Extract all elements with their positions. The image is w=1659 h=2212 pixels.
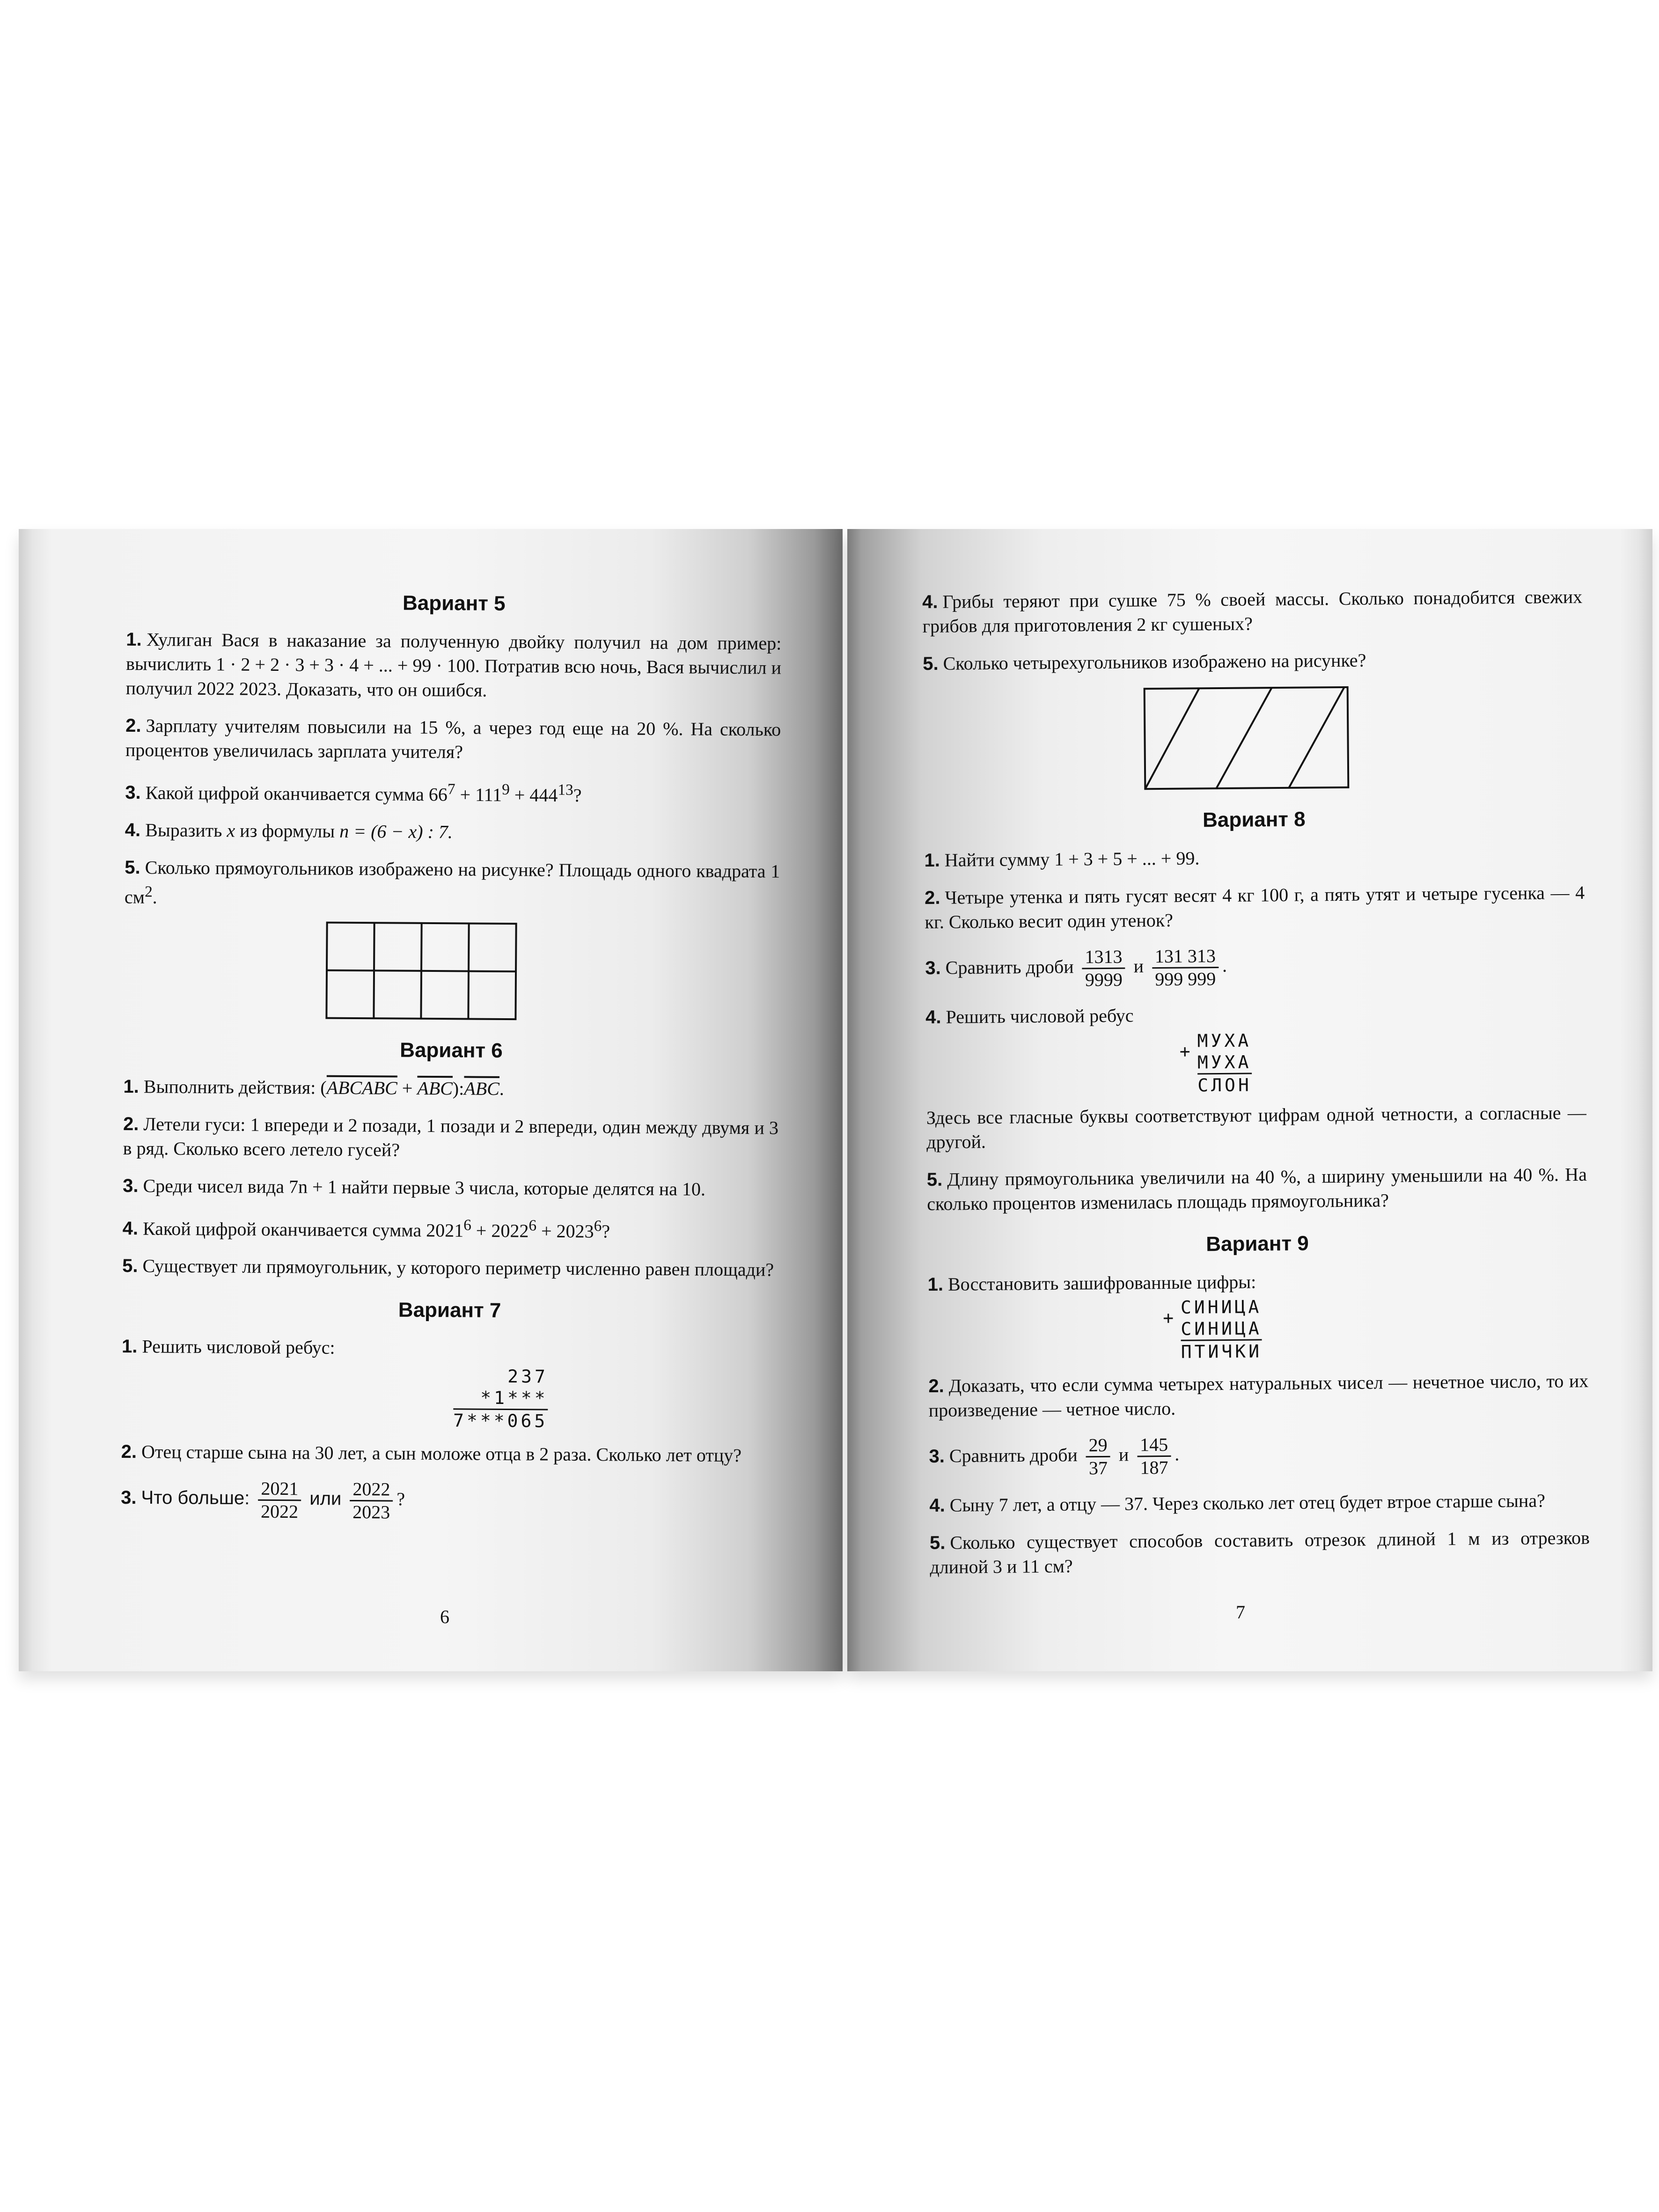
task-text: .	[152, 887, 157, 908]
task-text: Сколько четырехугольников изображено на рисунке?	[943, 649, 1366, 674]
task-number: 1.	[123, 1076, 139, 1097]
v8-task-4	[925, 1000, 1586, 1029]
variant-5-title: Вариант 5	[402, 591, 506, 615]
task-number: 4.	[929, 1495, 945, 1516]
task-number: 2.	[123, 1113, 139, 1134]
v5-task-2	[125, 713, 781, 766]
puzzle-row: *1***	[453, 1387, 548, 1410]
task-number: 4.	[922, 591, 938, 612]
fraction	[1082, 946, 1125, 991]
formula: n = (6 − x) : 7.	[339, 821, 453, 843]
exponent: 9	[502, 780, 510, 799]
v8-task-1	[924, 843, 1584, 873]
task-text: Восстановить зашифрованные цифры:	[947, 1271, 1256, 1295]
denominator: 2023	[352, 1501, 390, 1523]
open-book	[19, 529, 1652, 1709]
fraction	[1137, 1434, 1171, 1479]
task-text: ):	[452, 1077, 464, 1099]
v7-puzzle	[121, 1363, 777, 1433]
denominator: 9999	[1085, 969, 1123, 991]
task-number: 2.	[125, 715, 141, 736]
task-number: 3.	[121, 1487, 137, 1508]
numerator: 145	[1137, 1434, 1171, 1457]
puzzle-row: ПТИЧКИ	[1181, 1341, 1263, 1362]
exponent: 7	[447, 780, 455, 798]
v5-task-1	[126, 627, 782, 705]
task-text: и	[1133, 955, 1144, 977]
v9-puzzle	[1163, 1293, 1588, 1363]
task-text: Выразить	[145, 819, 227, 841]
task-text: .	[1175, 1443, 1180, 1465]
puzzle-row: СЛОН	[1197, 1074, 1252, 1096]
overlined-number: $\overline{ABC}$	[464, 1078, 500, 1099]
puzzle-row: 7***065	[453, 1410, 548, 1432]
puzzle-row: СИНИЦА	[1180, 1296, 1262, 1318]
task-number: 3.	[929, 1446, 945, 1467]
task-text: Грибы теряют при сушке 75 % своей массы. Сколько понадобится свежих грибов для приготовления 2 кг сушеных?	[922, 586, 1583, 637]
task-text: Длину прямоугольника увеличили на 40 %, а ширину уменьшили на 40 %. На сколько процентов изменилась площадь прямоугольника?	[927, 1163, 1587, 1214]
right-page	[847, 529, 1652, 1671]
task-text: Отец старше сына на 30 лет, а сын моложе отца в 2 раза. Сколько лет отцу?	[141, 1441, 742, 1466]
variant-6-title: Вариант 6	[400, 1038, 503, 1062]
fraction	[258, 1478, 301, 1523]
overlined-number: ABCABC	[326, 1077, 397, 1099]
v8-task-3	[925, 942, 1586, 992]
variable: x	[227, 820, 235, 841]
left-page	[19, 529, 843, 1671]
task-text: Сравнить дроби	[945, 956, 1074, 978]
task-text: Хулиган Вася в наказание за полученную двойку получил на дом пример: вычислить 1 · 2 + 2 · 3 + 3 · 4 + ... + 99 · 100. Потратив всю ночь, Вася вычислил и получил 2022 2023. Доказать, что он ошибся.	[125, 629, 782, 701]
page-number-right: 7	[1236, 1602, 1245, 1623]
task-text: Сыну 7 лет, а отцу — 37. Через сколько лет отец будет втрое старше сына?	[949, 1490, 1546, 1516]
puzzle-row: СИНИЦА	[1181, 1317, 1262, 1341]
top-task-4	[922, 585, 1583, 639]
task-text: из формулы	[235, 820, 340, 842]
v8-puzzle	[1179, 1027, 1586, 1096]
task-text: или	[309, 1488, 342, 1509]
task-text: и	[1118, 1444, 1129, 1465]
left-page-content	[121, 590, 782, 1538]
task-text: Решить числовой ребус:	[142, 1336, 335, 1358]
task-number: 4.	[125, 820, 141, 841]
page-number-left: 6	[440, 1606, 449, 1627]
plus-sign: +	[1163, 1307, 1177, 1329]
task-text: ?	[602, 1220, 610, 1242]
task-number: 4.	[122, 1218, 139, 1239]
numerator: 2022	[350, 1478, 393, 1502]
task-text: Решить числовой ребус	[946, 1005, 1134, 1028]
task-text: + 2022	[471, 1220, 529, 1242]
v9-task-5	[930, 1526, 1590, 1580]
denominator: 37	[1088, 1457, 1108, 1479]
plus-sign: +	[1179, 1041, 1193, 1062]
task-text: ?	[396, 1488, 405, 1510]
addition-puzzle	[1163, 1296, 1263, 1362]
denominator: 187	[1140, 1456, 1168, 1478]
task-text: Среди чисел вида 7n + 1 найти первые 3 числа, которые делятся на 10.	[143, 1175, 706, 1200]
variant-9-title: Вариант 9	[1206, 1232, 1309, 1256]
task-text: Существует ли прямоугольник, у которого периметр численно равен площади?	[142, 1255, 774, 1280]
task-number: 5.	[929, 1532, 946, 1553]
task-text: Сколько существует способов составить отрезок длиной 1 м из отрезков длиной 3 и 11 см?	[930, 1527, 1590, 1578]
quadrilaterals-figure	[1143, 684, 1584, 790]
puzzle-row: МУХА	[1197, 1030, 1252, 1051]
task-number: 2.	[121, 1441, 137, 1462]
task-number: 4.	[925, 1007, 941, 1028]
overlined-number: $\overline{ABC}$	[417, 1077, 453, 1099]
task-text: + 444	[509, 784, 558, 806]
numerator: 1313	[1082, 946, 1125, 970]
v9-task-2	[928, 1369, 1589, 1423]
task-text: Найти сумму 1 + 3 + 5 + ... + 99.	[944, 847, 1200, 871]
exponent: 6	[594, 1217, 602, 1235]
fraction	[1086, 1434, 1111, 1479]
task-number: 3.	[925, 957, 941, 978]
task-text: .	[499, 1078, 505, 1099]
multiplication-puzzle	[453, 1365, 548, 1432]
task-number: 3.	[123, 1175, 139, 1196]
v9-task-3	[929, 1431, 1589, 1480]
puzzle-row: МУХА	[1197, 1051, 1252, 1075]
v9-task-4	[929, 1488, 1589, 1518]
v9-task-1	[927, 1267, 1587, 1297]
numerator: 29	[1086, 1434, 1110, 1457]
task-text: + 111	[455, 784, 502, 806]
task-number: 1.	[126, 629, 142, 650]
task-text: + 2023	[536, 1220, 594, 1242]
numerator: 131 313	[1152, 945, 1219, 969]
task-text: Сравнить дроби	[949, 1444, 1078, 1467]
task-text: Зарплату учителям повысили на 15 %, а через год еще на 20 %. На сколько процентов увеличилась зарплата учителя?	[125, 715, 781, 763]
v6-task-4	[123, 1211, 778, 1245]
task-number: 5.	[122, 1255, 138, 1277]
v5-task-5	[125, 855, 780, 913]
task-text: Летели гуси: 1 впереди и 2 позади, 1 позади и 2 впереди, один между двумя и 3 в ряд. Сколько всего летело гусей?	[123, 1113, 779, 1161]
exponent: 2	[145, 883, 153, 901]
task-number: 2.	[928, 1375, 944, 1396]
task-text: Какой цифрой оканчивается сумма 66	[145, 782, 448, 805]
grid-figure	[325, 921, 779, 1022]
v7-task-1	[122, 1334, 777, 1363]
exponent: 6	[463, 1216, 472, 1234]
denominator: 2022	[261, 1500, 299, 1522]
task-number: 5.	[926, 1169, 943, 1190]
task-number: 2.	[924, 887, 940, 908]
right-page-content	[922, 585, 1590, 1593]
task-text: ?	[573, 785, 582, 806]
task-text: Выполнить действия: (	[143, 1075, 327, 1098]
exponent: 6	[529, 1216, 537, 1235]
variant-8-title: Вариант 8	[1202, 808, 1306, 832]
task-text: +	[397, 1077, 418, 1099]
task-number: 5.	[923, 653, 939, 674]
v8-task-2	[925, 881, 1585, 934]
task-text: Сколько прямоугольников изображено на рисунке? Площадь одного квадрата 1 см	[124, 857, 780, 908]
v6-task-2	[123, 1112, 779, 1165]
fraction	[350, 1478, 393, 1523]
v7-task-3	[121, 1477, 777, 1526]
denominator: 999 999	[1155, 968, 1216, 990]
variant-7-title: Вариант 7	[398, 1298, 501, 1322]
v5-task-3	[125, 775, 780, 809]
v6-task-1	[123, 1074, 778, 1103]
task-number: 1.	[121, 1336, 138, 1357]
v5-task-4	[125, 818, 780, 846]
task-number: 1.	[924, 850, 940, 871]
numerator: 2021	[258, 1478, 301, 1501]
task-text: Доказать, что если сумма четырех натуральных чисел — нечетное число, то их произведение — четное число.	[928, 1370, 1589, 1421]
task-text: Что больше:	[141, 1487, 250, 1509]
task-text: Какой цифрой оканчивается сумма 2021	[142, 1218, 464, 1241]
task-text: Четыре утенка и пять гусят весят 4 кг 100 г, а пять утят и четыре гусенка — 4 кг. Сколько весит один утенок?	[925, 882, 1585, 933]
puzzle-row: 237	[507, 1366, 548, 1387]
task-number: 5.	[125, 857, 140, 878]
task-text: .	[1222, 955, 1227, 976]
v8-note: Здесь все гласные буквы соответствуют цифрам одной четности, а согласные — другой.	[926, 1102, 1586, 1153]
exponent: 13	[558, 781, 573, 799]
v8-task-5	[927, 1162, 1587, 1216]
v6-task-3	[123, 1174, 778, 1202]
top-task-5	[923, 647, 1583, 676]
v6-task-5	[122, 1254, 778, 1282]
task-number: 1.	[927, 1274, 944, 1295]
task-number: 3.	[125, 782, 141, 803]
addition-puzzle	[1179, 1030, 1252, 1096]
fraction	[1152, 945, 1219, 990]
v7-task-2	[121, 1440, 777, 1468]
